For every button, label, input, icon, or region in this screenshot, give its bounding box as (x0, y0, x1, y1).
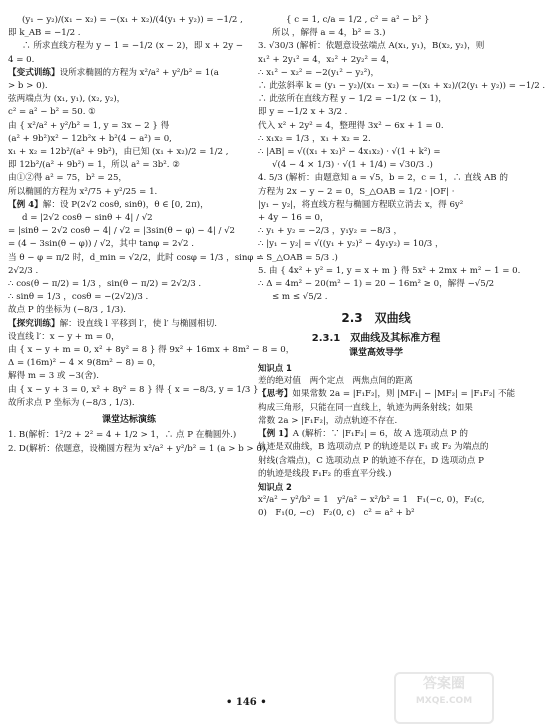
text-line: = (4 − 3sin(θ − φ)) / √2，其中 tanφ = 2√2 . (8, 239, 194, 250)
text-line: ∴ 所求直线方程为 y − 1 = −1/2 (x − 2)，即 x + 2y − (22, 41, 243, 52)
text-line: = |sinθ − 2√2 cosθ − 4| / √2 = |3sin(θ − φ) − 4| / √2 (8, 226, 236, 237)
right-column (258, 14, 545, 521)
text-line: 由 { x − y + 3 = 0, x² + 8y² = 8 } 得 { x = −8/3, y = 1/3 } . (8, 384, 264, 395)
text-line: 常数 2a > |F₁F₂|，动点轨迹不存在. (258, 415, 398, 426)
text-line: 射线(含端点)，C 选项动点 P 的轨迹不存在，D 选项动点 P (258, 455, 484, 466)
text-line: ∴ sinθ = 1/3 ，cosθ = −(2√2)/3 . (8, 292, 149, 303)
text-line: 由 { x²/a² + y²/b² = 1, y = 3x − 2 } 得 (8, 120, 170, 131)
text-line: 3. √30/3 (解析：依题意设弦端点 A(x₁, y₁)，B(x₂, y₂)，则 (258, 41, 485, 52)
item-tag: 【例 4】 (8, 199, 43, 210)
text-line: 弦两端点为 (x₁, y₁), (x₂, y₂)， (8, 94, 126, 105)
text-line: 由 { x − y + m = 0, x² + 8y² = 8 } 得 9x² + 16mx + 8m² − 8 = 0， (8, 345, 295, 356)
text-line: 设直线 l′：x − y + m = 0， (8, 331, 120, 342)
text-line: x²/a² − y²/b² = 1 y²/a² − x²/b² = 1 F₁(−c, 0)，F₂(c, (258, 495, 485, 506)
text-line: 【例 1】A (解析：∵ |F₁F₂| = 6，故 A 选项动点 P 的 (258, 429, 468, 440)
text-line: 方程为 2x − y − 2 = 0，S_△OAB = 1/2 · |OF| · (258, 186, 455, 197)
text-line: 构成三角形，只能在同一直线上，轨迹为两条射线；如果 (258, 402, 473, 413)
text-line: ∴ x₁x₂ = 1/3 ，x₁ + x₂ = 2. (258, 133, 371, 144)
text-line: 轨迹是双曲线，B 选项动点 P 的轨迹是以 F₁ 或 F₂ 为端点的 (258, 442, 489, 453)
text-line: ∴ |y₁ − y₂| = √((y₁ + y₂)² − 4y₁y₂) = 10/3 ， (258, 239, 444, 250)
text-line: 即 12b²/(a² + 9b²) = 1，所以 a² = 3b². ② (8, 160, 180, 171)
knowledge-point-1-label: 知识点 1 (258, 363, 292, 374)
text-line: 所以椭圆的方程为 x²/75 + y²/25 = 1. (8, 186, 158, 197)
text-line: 所以 ，解得 a = 4，b² = 3.) (272, 28, 386, 39)
text-line: ∴ cos(θ − π/2) = 1/3 ，sin(θ − π/2) = 2√2/3 . (8, 279, 202, 290)
sub-heading: 课堂高效导学 (348, 347, 403, 358)
text-line: ∴ x₁² − x₂² = −2(y₁² − y₂²)， (258, 67, 380, 78)
text-line: 的轨迹是线段 F₁F₂ 的垂直平分线.) (258, 468, 392, 479)
text-line: √(4 − 4 × 1/3) · √(1 + 1/4) = √30/3 .) (272, 160, 433, 171)
item-tag: 【探究训练】 (8, 318, 60, 329)
text-line: Δ = (16m)² − 4 × 9(8m² − 8) = 0， (8, 358, 161, 369)
text-line: 由①②得 a² = 75，b² = 25， (8, 173, 128, 184)
text-line: ∴ Δ = 4m² − 20(m² − 1) = 20 − 16m² ≥ 0，解得 −√5/2 (258, 279, 495, 290)
item-tag: 【例 1】 (258, 429, 293, 440)
text-line: 【探究训练】解：设直线 l 平移到 l′，使 l′ 与椭圆相切. (8, 318, 218, 329)
knowledge-point-2-label: 知识点 2 (258, 481, 292, 492)
text-line: 【变式训练】设所求椭圆的方程为 x²/a² + y²/b² = 1(a (8, 67, 219, 78)
text-line: ∴ 此弦斜率 k = (y₁ − y₂)/(x₁ − x₂) = −(x₁ + x₂)/(2(y₁ + y₂)) = −1/2 . (258, 81, 545, 92)
item-tag: 【变式训练】 (8, 67, 60, 78)
knowledge-point-2-lines (258, 494, 494, 520)
text-line: 5. 由 { 4x² + y² = 1, y = x + m } 得 5x² + 2mx + m² − 1 = 0. (258, 265, 521, 276)
text-line: 解得 m = 3 或 −3(舍). (8, 371, 99, 382)
text-line: 1. B(解析：1²/2 + 2² = 4 + 1/2 > 1，∴ 点 P 在椭圆外.) (8, 430, 237, 441)
text-line: + 4y − 16 = 0， (258, 213, 329, 224)
section-title: 2.3 双曲线 (341, 311, 411, 326)
text-line: (a² + 9b²)x² − 12b²x + b²(4 − a²) = 0, (8, 133, 172, 144)
watermark-line-2: MXQE.COM (415, 696, 473, 706)
watermark-line-1: 答案圈 (423, 676, 465, 692)
text-line: 【思考】如果常数 2a = |F₁F₂|，则 |MF₁| − |MF₂| = |F₁F₂| 不能 (258, 389, 516, 400)
watermark-logo (394, 672, 494, 724)
text-line: ∴ S_△OAB = 5/3 .) (258, 252, 338, 263)
text-line: |y₁ − y₂|，将直线方程与椭圆方程联立消去 x，得 6y² (258, 199, 464, 210)
right-solution-lines (258, 14, 545, 304)
text-line: ∴ |AB| = √((x₁ + x₂)² − 4x₁x₂) · √(1 + k²) = (258, 147, 441, 158)
text-line: 故点 P 的坐标为 (−8/3 , 1/3). (8, 305, 127, 316)
text-line: x₁² + 2y₁² = 4，x₂² + 2y₂² = 4， (258, 54, 395, 65)
text-line: 4 = 0. (8, 54, 35, 65)
text-line: 当 θ − φ = π/2 时，d_min = √2/2，此时 cosφ = 1/3 ，sinφ = (8, 252, 264, 263)
text-line: 即 k_AB = −1/2 . (8, 28, 81, 39)
text-line: { c = 1, c/a = 1/2 , c² = a² − b² } (286, 15, 430, 25)
text-line: 2√2/3 . (8, 265, 39, 276)
text-line: 代入 x² + 2y² = 4，整理得 3x² − 6x + 1 = 0. (258, 120, 444, 131)
text-line: (y₁ − y₂)/(x₁ − x₂) = −(x₁ + x₂)/(4(y₁ + y₂)) = −1/2 , (22, 15, 243, 25)
text-line: ∴ y₁ + y₂ = −2/3 ，y₁y₂ = −8/3 ， (258, 226, 403, 237)
text-line: 即 y = −1/2 x + 3/2 . (258, 107, 348, 118)
text-line: c² = a² − b² = 50. ① (8, 107, 96, 118)
text-line: 【例 4】解：设 P(2√2 cosθ, sinθ)，θ ∈ [0, 2π)， (8, 199, 209, 210)
text-line: 差的绝对值 两个定点 两焦点间的距离 (258, 376, 413, 387)
subsection-title: 2.3.1 双曲线及其标准方程 (311, 332, 441, 344)
left-sub-heading: 课堂达标演练 (101, 415, 156, 426)
knowledge-point-1-lines (258, 375, 516, 481)
text-line: x₁ + x₂ = 12b²/(a² + 9b²)，由已知 (x₁ + x₂)/2 = 1/2 , (8, 147, 229, 158)
text-line: ∴ 此弦所在直线方程 y − 1/2 = −1/2 (x − 1)， (258, 94, 447, 105)
left-tail-lines (8, 429, 274, 455)
text-line: d = |2√2 cosθ − sinθ + 4| / √2 (22, 213, 153, 224)
item-tag: 【思考】 (258, 389, 293, 400)
text-line: 0) F₁(0, −c) F₂(0, c) c² = a² + b² (258, 508, 415, 519)
text-line: > b > 0). (8, 81, 48, 92)
text-line: 故所求点 P 坐标为 (−8/3 , 1/3). (8, 397, 135, 408)
page-number: • 146 • (226, 697, 267, 708)
text-line: 4. 5/3 (解析：由题意知 a = √5，b = 2，c = 1，∴ 直线 AB 的 (258, 173, 508, 184)
text-line: ≤ m ≤ √5/2 . (272, 292, 328, 303)
text-line: 2. D(解析：依题意，设椭圆方程为 x²/a² + y²/b² = 1 (a > b > 0)， (8, 443, 274, 454)
